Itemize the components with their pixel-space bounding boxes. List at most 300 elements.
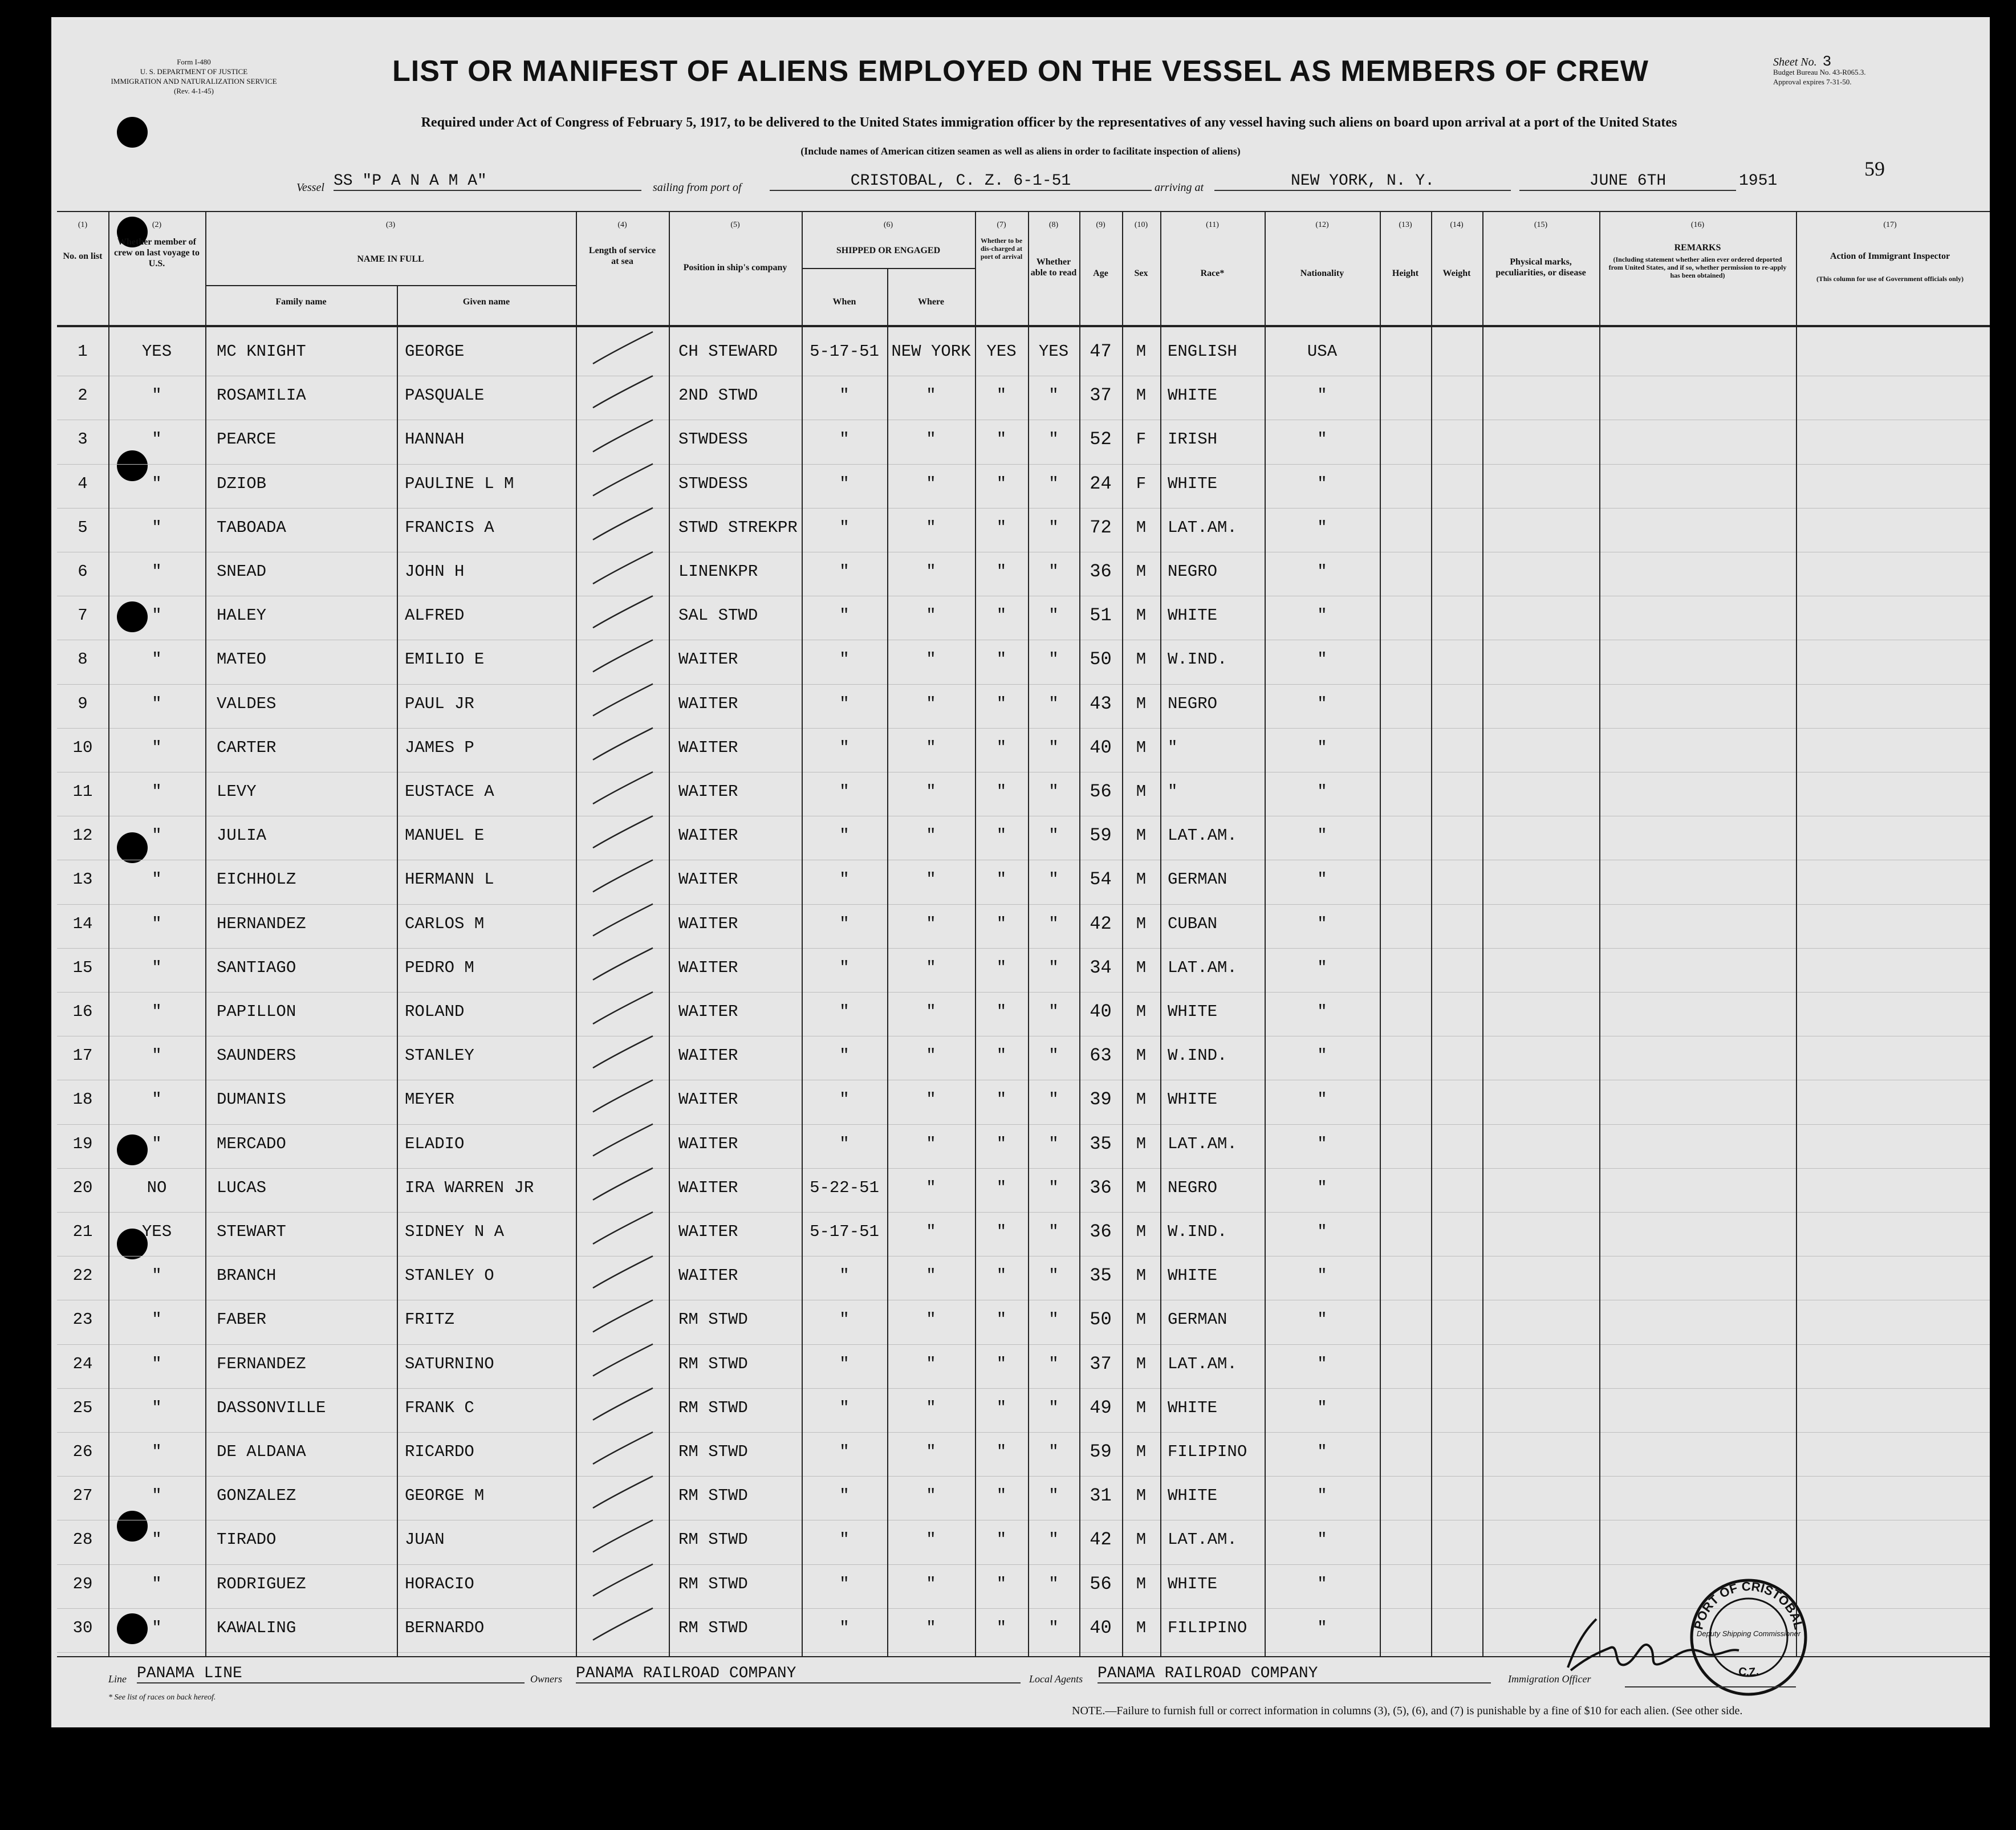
shipped-when: 5-17-51 xyxy=(810,1222,879,1241)
sex: F xyxy=(1136,430,1147,449)
shipped-where: " xyxy=(926,1442,936,1461)
row-number: 1 xyxy=(78,342,88,361)
age: 36 xyxy=(1090,1177,1112,1198)
age: 40 xyxy=(1090,1001,1112,1022)
shipped-where: " xyxy=(926,430,936,449)
crew-last-voyage: " xyxy=(152,606,162,625)
row-number: 14 xyxy=(72,914,93,933)
able-to-read: " xyxy=(1048,1442,1059,1461)
service-slash xyxy=(593,1124,653,1156)
age: 51 xyxy=(1090,605,1112,627)
race: NEGRO xyxy=(1168,1178,1218,1197)
race: FILIPINO xyxy=(1168,1618,1247,1637)
family-name: HALEY xyxy=(217,606,267,625)
position: WAITER xyxy=(678,1178,738,1197)
shipped-when: 5-22-51 xyxy=(810,1178,879,1197)
race: WHITE xyxy=(1168,1574,1218,1593)
col9-number: (9) xyxy=(1096,221,1105,229)
shipped-when: 5-17-51 xyxy=(810,342,879,361)
sex: M xyxy=(1136,1442,1147,1461)
nationality: " xyxy=(1317,1222,1327,1241)
shipped-when: " xyxy=(839,1266,850,1286)
position: SAL STWD xyxy=(678,606,758,625)
sex: M xyxy=(1136,1046,1147,1066)
family-name: SAUNDERS xyxy=(217,1046,296,1066)
service-slash xyxy=(593,860,653,892)
nationality: " xyxy=(1317,1486,1327,1506)
nationality: " xyxy=(1317,1574,1327,1593)
row-number: 2 xyxy=(78,386,88,405)
discharged: " xyxy=(996,474,1007,493)
discharged: " xyxy=(996,650,1007,669)
service-slash xyxy=(593,1036,653,1068)
race: LAT.AM. xyxy=(1168,1530,1237,1550)
col5-label: Position in ship's company xyxy=(683,263,787,273)
row-number: 10 xyxy=(72,738,93,757)
age: 24 xyxy=(1090,473,1112,494)
col5-number: (5) xyxy=(730,221,740,229)
col3-label: NAME IN FULL xyxy=(357,254,424,264)
family-name: LUCAS xyxy=(217,1178,267,1197)
table-top-border xyxy=(57,211,1990,212)
row-number: 17 xyxy=(72,1046,93,1066)
col9-label: Age xyxy=(1093,269,1108,278)
given-name: ELADIO xyxy=(405,1134,465,1153)
col17-label: Action of Immigrant Inspector xyxy=(1830,251,1950,261)
race: GERMAN xyxy=(1168,1310,1228,1329)
race: NEGRO xyxy=(1168,694,1218,713)
race: WHITE xyxy=(1168,1090,1218,1109)
age: 43 xyxy=(1090,693,1112,714)
shipped-subheader-line xyxy=(803,268,976,269)
shipped-when: " xyxy=(839,474,850,493)
race: GERMAN xyxy=(1168,870,1228,889)
position: WAITER xyxy=(678,914,738,933)
age: 63 xyxy=(1090,1045,1112,1067)
given-name: BERNARDO xyxy=(405,1618,485,1637)
able-to-read: " xyxy=(1048,826,1059,845)
position: 2ND STWD xyxy=(678,386,758,405)
given-name: PASQUALE xyxy=(405,386,485,405)
col1-label: No. on list xyxy=(63,251,103,261)
age: 40 xyxy=(1090,1617,1112,1638)
family-name: DE ALDANA xyxy=(217,1442,306,1461)
discharged: " xyxy=(996,1222,1007,1241)
family-name: TABOADA xyxy=(217,518,286,537)
discharged: " xyxy=(996,606,1007,625)
service-slash xyxy=(593,1608,653,1640)
nationality: " xyxy=(1317,738,1327,757)
able-to-read: YES xyxy=(1038,342,1069,361)
sex: M xyxy=(1136,1398,1147,1417)
sex: M xyxy=(1136,1134,1147,1153)
nationality: " xyxy=(1317,518,1327,537)
given-name: GEORGE M xyxy=(405,1486,485,1506)
nationality: " xyxy=(1317,1354,1327,1373)
shipped-when: " xyxy=(839,386,850,405)
position: WAITER xyxy=(678,870,738,889)
shipped-where: " xyxy=(926,1354,936,1373)
crew-last-voyage: NO xyxy=(147,1178,167,1197)
col-divider xyxy=(1482,211,1483,1657)
crew-last-voyage: " xyxy=(152,1046,162,1066)
nationality: " xyxy=(1317,1002,1327,1021)
shipped-when: " xyxy=(839,870,850,889)
race: W.IND. xyxy=(1168,1046,1228,1066)
able-to-read: " xyxy=(1048,386,1059,405)
crew-last-voyage: " xyxy=(152,1486,162,1506)
position: WAITER xyxy=(678,738,738,757)
col3-number: (3) xyxy=(385,221,396,229)
row-separator xyxy=(57,1168,1990,1169)
row-number: 9 xyxy=(78,694,88,713)
shipped-when: " xyxy=(839,1134,850,1153)
row-number: 18 xyxy=(72,1090,93,1109)
sex: M xyxy=(1136,1090,1147,1109)
position: RM STWD xyxy=(678,1442,748,1461)
col-divider xyxy=(1160,211,1161,1657)
position: WAITER xyxy=(678,958,738,977)
act-statement: Required under Act of Congress of February 5, 1917, to be delivered to the United States immigration officer by the representatives of any vessel having such aliens on board upon arrival at a port of the United States xyxy=(421,115,1677,130)
svg-text:C.Z. xyxy=(1737,1665,1759,1679)
shipped-when: " xyxy=(839,1486,850,1506)
family-name: PEARCE xyxy=(217,430,277,449)
able-to-read: " xyxy=(1048,958,1059,977)
discharged: " xyxy=(996,1046,1007,1066)
sheet-info xyxy=(1773,53,1967,87)
officer-signature-line xyxy=(1625,1686,1796,1687)
age: 52 xyxy=(1090,429,1112,450)
crew-last-voyage: " xyxy=(152,870,162,889)
col-divider xyxy=(802,211,803,1657)
position: STWD STREKPR xyxy=(678,518,798,537)
nationality: " xyxy=(1317,1178,1327,1197)
race: WHITE xyxy=(1168,1486,1218,1506)
col-divider xyxy=(1796,211,1797,1657)
service-slash xyxy=(593,376,653,408)
nationality: " xyxy=(1317,914,1327,933)
race: WHITE xyxy=(1168,386,1218,405)
given-name: SATURNINO xyxy=(405,1354,494,1373)
able-to-read: " xyxy=(1048,562,1059,581)
able-to-read: " xyxy=(1048,1530,1059,1550)
col-divider xyxy=(108,211,109,1657)
row-number: 11 xyxy=(72,782,93,801)
discharged: " xyxy=(996,518,1007,537)
col11-label: Race* xyxy=(1200,269,1225,278)
age: 31 xyxy=(1090,1485,1112,1507)
age: 54 xyxy=(1090,869,1112,890)
service-slash xyxy=(593,728,653,760)
col7-number: (7) xyxy=(997,221,1006,229)
shipped-where: " xyxy=(926,914,936,933)
row-separator xyxy=(57,1212,1990,1213)
given-name: HERMANN L xyxy=(405,870,494,889)
position: STWDESS xyxy=(678,430,748,449)
given-name: MANUEL E xyxy=(405,826,485,845)
able-to-read: " xyxy=(1048,1222,1059,1241)
shipped-when: " xyxy=(839,782,850,801)
row-number: 19 xyxy=(72,1134,93,1153)
service-slash xyxy=(593,552,653,584)
nationality: " xyxy=(1317,430,1327,449)
given-name: MEYER xyxy=(405,1090,455,1109)
line-value: PANAMA LINE xyxy=(137,1665,525,1683)
shipped-when: " xyxy=(839,694,850,713)
row-number: 6 xyxy=(78,562,88,581)
row-separator xyxy=(57,1388,1990,1389)
col16-sublabel: (Including statement whether alien ever ordered deported from United States, and if so, whether permission to re-apply has been obtained) xyxy=(1608,255,1787,279)
punch-hole xyxy=(117,117,148,148)
service-slash xyxy=(593,1388,653,1420)
col-divider xyxy=(1265,211,1266,1657)
row-number: 16 xyxy=(72,1002,93,1021)
nationality: " xyxy=(1317,386,1327,405)
col10-number: (10) xyxy=(1134,221,1148,229)
service-slash xyxy=(593,1344,653,1376)
crew-last-voyage: " xyxy=(152,1090,162,1109)
family-name: ROSAMILIA xyxy=(217,386,306,405)
sex: M xyxy=(1136,1618,1147,1637)
age: 72 xyxy=(1090,517,1112,538)
position: WAITER xyxy=(678,1002,738,1021)
shipped-where: " xyxy=(926,518,936,537)
sex: M xyxy=(1136,650,1147,669)
family-name: FABER xyxy=(217,1310,267,1329)
race: W.IND. xyxy=(1168,1222,1228,1241)
form-number: Form I-480 xyxy=(177,58,211,66)
col4-label: Length of service at sea xyxy=(588,246,656,266)
nationality: " xyxy=(1317,650,1327,669)
row-number: 29 xyxy=(72,1574,93,1593)
position: RM STWD xyxy=(678,1398,748,1417)
discharged: " xyxy=(996,430,1007,449)
family-name: MATEO xyxy=(217,650,267,669)
row-number: 5 xyxy=(78,518,88,537)
position: WAITER xyxy=(678,782,738,801)
service-slash xyxy=(593,772,653,804)
discharged: " xyxy=(996,386,1007,405)
able-to-read: " xyxy=(1048,738,1059,757)
sailing-label: sailing from port of xyxy=(653,181,742,194)
able-to-read: " xyxy=(1048,1398,1059,1417)
nationality: " xyxy=(1317,474,1327,493)
given-name: JUAN xyxy=(405,1530,445,1550)
col13-label: Height xyxy=(1392,269,1419,278)
row-number: 3 xyxy=(78,430,88,449)
nationality: " xyxy=(1317,958,1327,977)
crew-last-voyage: " xyxy=(152,1354,162,1373)
col14-number: (14) xyxy=(1450,221,1464,229)
officer-label: Immigration Officer xyxy=(1508,1673,1591,1685)
family-name: DASSONVILLE xyxy=(217,1398,326,1417)
discharged: " xyxy=(996,1618,1007,1637)
race: WHITE xyxy=(1168,1266,1218,1286)
race: LAT.AM. xyxy=(1168,826,1237,845)
nationality: " xyxy=(1317,1618,1327,1637)
col11-number: (11) xyxy=(1206,221,1219,229)
owners-value: PANAMA RAILROAD COMPANY xyxy=(576,1665,1021,1683)
shipped-where: " xyxy=(926,1134,936,1153)
given-name: GEORGE xyxy=(405,342,465,361)
nationality: " xyxy=(1317,1046,1327,1066)
row-separator xyxy=(57,464,1990,465)
shipped-where: " xyxy=(926,1618,936,1637)
race: IRISH xyxy=(1168,430,1218,449)
vessel-name: SS "P A N A M A" xyxy=(334,172,641,191)
position: WAITER xyxy=(678,1266,738,1286)
position: RM STWD xyxy=(678,1310,748,1329)
race: NEGRO xyxy=(1168,562,1218,581)
port-stamp xyxy=(1688,1576,1810,1699)
able-to-read: " xyxy=(1048,694,1059,713)
given-name: JOHN H xyxy=(405,562,465,581)
able-to-read: " xyxy=(1048,1618,1059,1637)
col8-label: Whether able to read xyxy=(1030,257,1077,278)
crew-last-voyage: " xyxy=(152,738,162,757)
family-name: PAPILLON xyxy=(217,1002,296,1021)
shipped-when: " xyxy=(839,1530,850,1550)
given-name: FRITZ xyxy=(405,1310,455,1329)
shipped-when: " xyxy=(839,1310,850,1329)
crew-last-voyage: " xyxy=(152,782,162,801)
crew-last-voyage: " xyxy=(152,958,162,977)
sex: M xyxy=(1136,562,1147,581)
position: LINENKPR xyxy=(678,562,758,581)
row-number: 12 xyxy=(72,826,93,845)
crew-last-voyage: " xyxy=(152,914,162,933)
discharged: YES xyxy=(986,342,1017,361)
col13-number: (13) xyxy=(1399,221,1412,229)
row-number: 15 xyxy=(72,958,93,977)
arrival-port: NEW YORK, N. Y. xyxy=(1214,172,1511,191)
crew-last-voyage: " xyxy=(152,518,162,537)
race: WHITE xyxy=(1168,1002,1218,1021)
nationality: " xyxy=(1317,1090,1327,1109)
given-name: PAULINE L M xyxy=(405,474,514,493)
shipped-when: " xyxy=(839,606,850,625)
shipped-when: " xyxy=(839,1046,850,1066)
service-slash xyxy=(593,1476,653,1508)
row-number: 13 xyxy=(72,870,93,889)
shipped-when: " xyxy=(839,1090,850,1109)
nationality: " xyxy=(1317,1530,1327,1550)
col16-number: (16) xyxy=(1690,221,1705,229)
able-to-read: " xyxy=(1048,1574,1059,1593)
col-divider xyxy=(1028,211,1029,1657)
shipped-when: " xyxy=(839,1618,850,1637)
discharged: " xyxy=(996,562,1007,581)
col-divider xyxy=(1122,211,1123,1657)
position: WAITER xyxy=(678,1222,738,1241)
able-to-read: " xyxy=(1048,1046,1059,1066)
page-number: 59 xyxy=(1864,157,1885,180)
discharged: " xyxy=(996,1486,1007,1506)
col-divider xyxy=(205,211,206,1657)
row-number: 23 xyxy=(72,1310,93,1329)
family-name: BRANCH xyxy=(217,1266,277,1286)
crew-last-voyage: " xyxy=(152,1530,162,1550)
crew-last-voyage: " xyxy=(152,1134,162,1153)
row-number: 22 xyxy=(72,1266,93,1286)
age: 50 xyxy=(1090,1309,1112,1331)
shipped-when: " xyxy=(839,914,850,933)
sex: M xyxy=(1136,1486,1147,1506)
given-name: JAMES P xyxy=(405,738,474,757)
row-separator xyxy=(57,1124,1990,1125)
nationality: " xyxy=(1317,694,1327,713)
race: " xyxy=(1168,782,1178,801)
sex: M xyxy=(1136,826,1147,845)
family-name: KAWALING xyxy=(217,1618,296,1637)
discharged: " xyxy=(996,1442,1007,1461)
shipped-where: " xyxy=(926,386,936,405)
crew-last-voyage: " xyxy=(152,1310,162,1329)
position: WAITER xyxy=(678,826,738,845)
position: RM STWD xyxy=(678,1618,748,1637)
shipped-when: " xyxy=(839,738,850,757)
nationality: " xyxy=(1317,826,1327,845)
age: 50 xyxy=(1090,649,1112,670)
shipped-where: " xyxy=(926,1266,936,1286)
able-to-read: " xyxy=(1048,1090,1059,1109)
given-name: SIDNEY N A xyxy=(405,1222,505,1241)
given-name: STANLEY O xyxy=(405,1266,494,1286)
shipped-when: " xyxy=(839,958,850,977)
given-name: FRANCIS A xyxy=(405,518,494,537)
service-slash xyxy=(593,420,653,452)
age: 40 xyxy=(1090,737,1112,758)
discharged: " xyxy=(996,958,1007,977)
age: 37 xyxy=(1090,1353,1112,1374)
arrival-date: JUNE 6TH xyxy=(1519,172,1736,191)
position: RM STWD xyxy=(678,1354,748,1373)
race: WHITE xyxy=(1168,1398,1218,1417)
service-slash xyxy=(593,508,653,540)
approval-expiry: Approval expires 7-31-50. xyxy=(1773,78,1852,86)
service-slash xyxy=(593,1564,653,1596)
race: LAT.AM. xyxy=(1168,1134,1237,1153)
race: W.IND. xyxy=(1168,650,1228,669)
service-slash xyxy=(593,332,653,364)
stamp-middle-text: Deputy Shipping Commissioner xyxy=(1696,1629,1801,1638)
family-name: VALDES xyxy=(217,694,277,713)
col6-label: SHIPPED OR ENGAGED xyxy=(836,246,941,255)
age: 37 xyxy=(1090,385,1112,406)
crew-last-voyage: YES xyxy=(141,342,172,361)
shipped-where: " xyxy=(926,782,936,801)
sex: M xyxy=(1136,1266,1147,1286)
sex: M xyxy=(1136,342,1147,361)
discharged: " xyxy=(996,1002,1007,1021)
discharged: " xyxy=(996,914,1007,933)
col4-number: (4) xyxy=(617,221,627,229)
family-name: RODRIGUEZ xyxy=(217,1574,306,1593)
race: CUBAN xyxy=(1168,914,1218,933)
given-name: STANLEY xyxy=(405,1046,474,1066)
col3-family-label: Family name xyxy=(275,297,327,307)
given-name: PAUL JR xyxy=(405,694,474,713)
sex: M xyxy=(1136,1222,1147,1241)
sex: M xyxy=(1136,914,1147,933)
col7-label: Whether to be dis-charged at port of arrival xyxy=(980,237,1023,261)
given-name: RICARDO xyxy=(405,1442,474,1461)
shipped-where: " xyxy=(926,1486,936,1506)
row-separator xyxy=(57,1564,1990,1565)
service-slash xyxy=(593,684,653,716)
given-name: ROLAND xyxy=(405,1002,465,1021)
service-slash xyxy=(593,1256,653,1288)
